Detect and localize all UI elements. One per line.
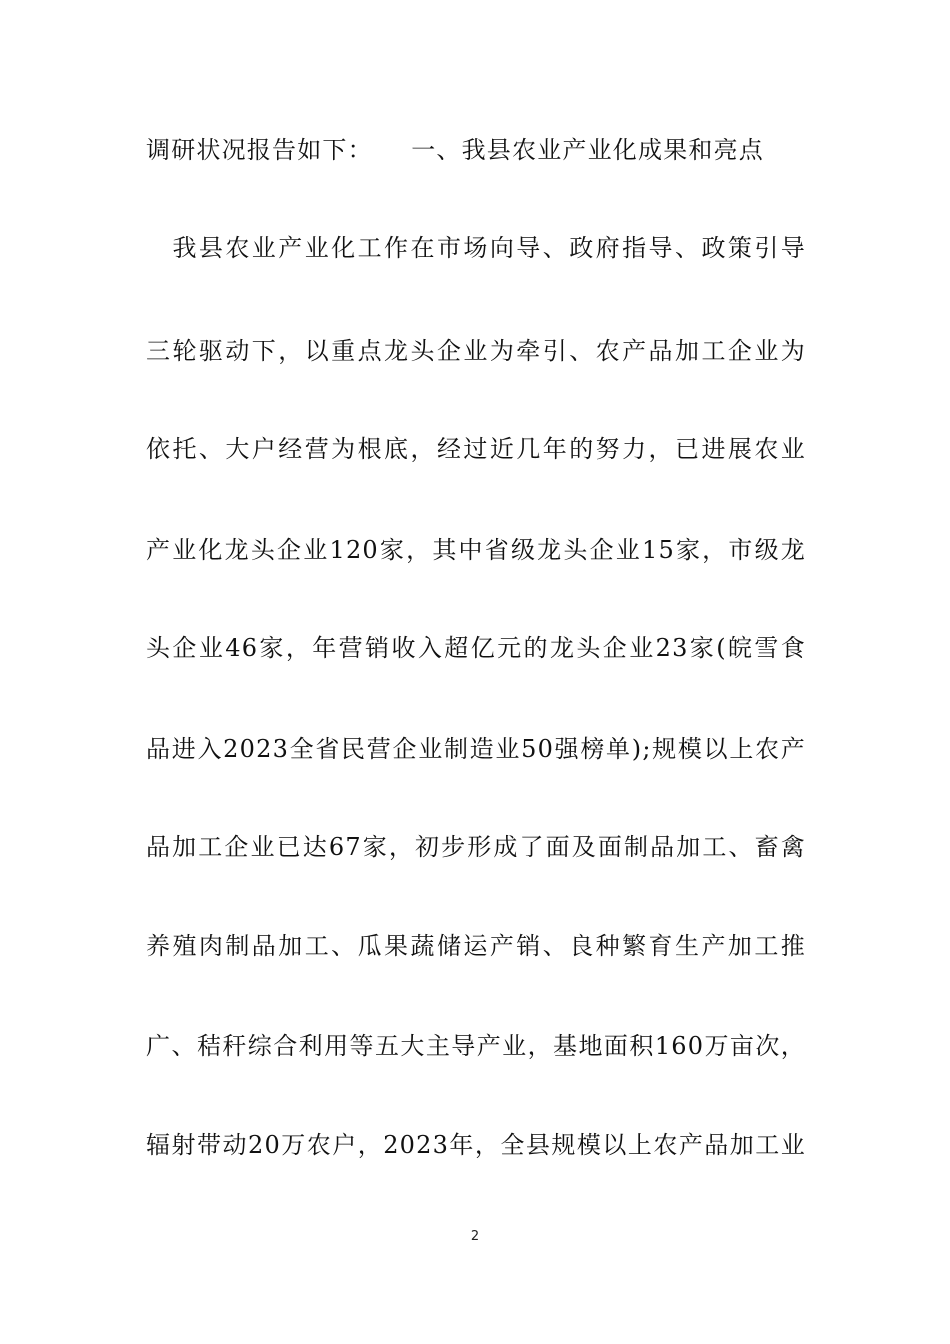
text-line-7: 品进入2023全省民营企业制造业50强榜单);规模以上农产 bbox=[146, 735, 806, 763]
text-line-4: 依托、大户经营为根底，经过近几年的努力，已进展农业 bbox=[146, 435, 806, 463]
text-line-8: 品加工企业已达67家，初步形成了面及面制品加工、畜禽 bbox=[146, 833, 806, 861]
page-number: 2 bbox=[470, 1229, 480, 1244]
text-line-3: 三轮驱动下，以重点龙头企业为牵引、农产品加工企业为 bbox=[146, 337, 806, 365]
text-line-10: 广、秸秆综合利用等五大主导产业，基地面积160万亩次， bbox=[146, 1032, 806, 1060]
text-line-2: 我县农业产业化工作在市场向导、政府指导、政策引导 bbox=[146, 234, 806, 262]
text-line-9: 养殖肉制品加工、瓜果蔬储运产销、良种繁育生产加工推 bbox=[146, 932, 806, 960]
text-line-5: 产业化龙头企业120家，其中省级龙头企业15家，市级龙 bbox=[146, 536, 806, 564]
text-line-1: 调研状况报告如下： 一、我县农业产业化成果和亮点 bbox=[146, 136, 764, 164]
text-line-6: 头企业46家，年营销收入超亿元的龙头企业23家(皖雪食 bbox=[146, 634, 806, 662]
text-line-11: 辐射带动20万农户，2023年，全县规模以上农产品加工业 bbox=[146, 1131, 806, 1159]
